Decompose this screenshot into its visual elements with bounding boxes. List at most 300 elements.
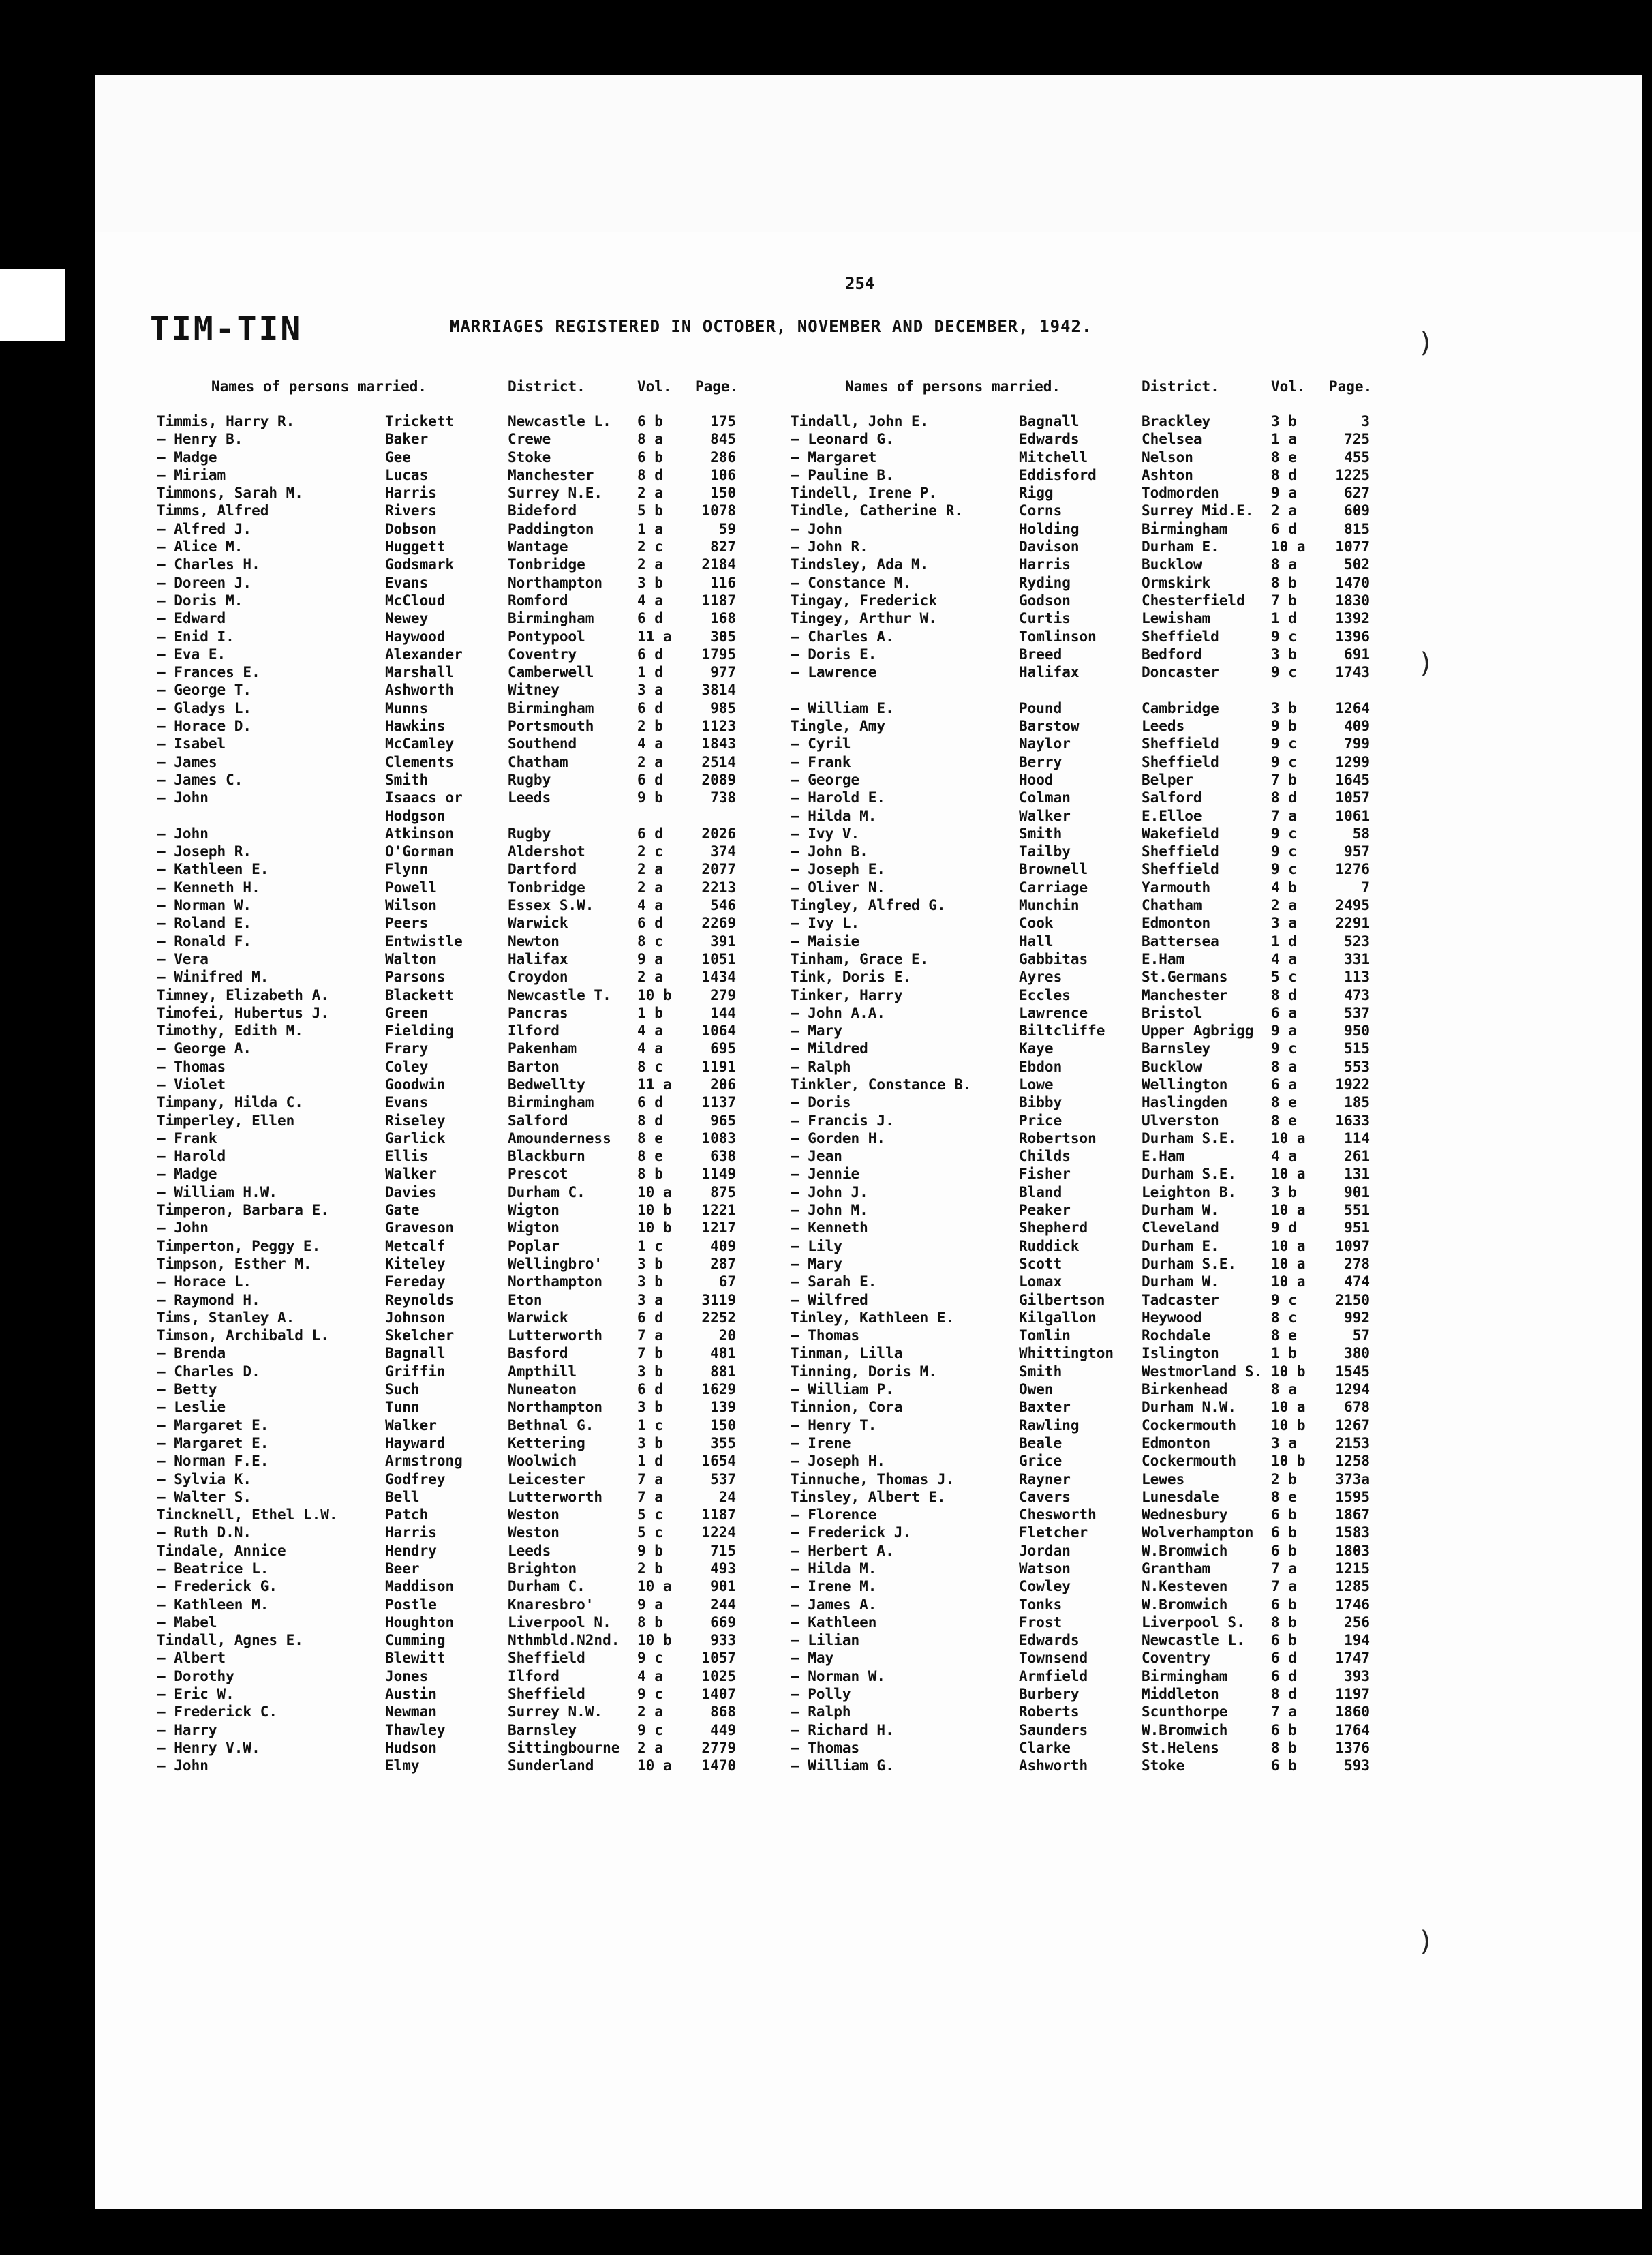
entry-name: — Joseph E. [791,861,886,878]
entry-district: Leicester [508,1470,585,1487]
register-entry [791,646,1472,663]
entry-spouse: Hodgson [385,807,446,824]
entry-district: Lutterworth [508,1488,603,1505]
entry-page: 2089 [701,771,736,788]
entry-page: 1064 [701,1023,736,1040]
entry-page: 3 [1361,413,1370,429]
entry-name: — Joseph H. [791,1453,886,1470]
page-header: Page. [695,378,739,395]
register-entry [791,825,1472,843]
entry-volume: 11 a [637,1076,672,1093]
entry-page: 1743 [1335,664,1370,681]
entry-spouse: Holding [1019,520,1080,537]
entry-district: Weston [508,1507,560,1524]
entry-spouse: Edwards [1019,1632,1080,1649]
entry-district: Salford [508,1112,568,1129]
entry-volume: 9 b [637,789,663,806]
entry-district: Wigton [508,1220,560,1237]
entry-name: — John [791,520,842,537]
entry-spouse: Hendry [385,1542,437,1559]
entry-spouse: Lawrence [1019,1004,1088,1021]
register-entry [157,1667,838,1685]
entry-name: — James [157,753,217,770]
register-entry [791,466,1472,484]
entry-name: — Leonard G. [791,431,894,448]
entry-spouse: Tunn [385,1399,420,1416]
entry-page: 175 [710,413,736,429]
entry-name: — Ivy L. [791,915,860,932]
entry-page: 985 [710,699,736,716]
entry-district: Poplar [508,1237,560,1254]
entry-spouse: Baxter [1019,1399,1071,1416]
entry-spouse: McCloud [385,592,446,609]
register-entry [157,825,838,843]
register-entry [791,986,1472,1004]
entry-district: Ilford [508,1667,560,1684]
register-entry [791,1703,1472,1721]
entry-volume: 3 b [637,1399,663,1416]
entry-name: Tingey, Arthur W. [791,610,937,627]
entry-page: 1285 [1335,1578,1370,1595]
entry-volume: 7 a [1271,1560,1297,1577]
register-entry [157,860,838,878]
entry-page: 695 [710,1040,736,1057]
entry-page: 815 [1344,520,1370,537]
entry-district: Lutterworth [508,1327,603,1344]
entry-spouse: Metcalf [385,1237,446,1254]
entry-volume: 2 a [637,861,663,878]
entry-page: 1583 [1335,1524,1370,1541]
entry-volume: 2 a [1271,502,1297,519]
entry-name: — Frederick J. [791,1524,912,1541]
entry-district: Lewisham [1142,610,1211,627]
entry-district: Kettering [508,1434,585,1451]
entry-page: 1843 [701,736,736,753]
entry-spouse: Owen [1019,1381,1054,1398]
entry-district: Bristol [1142,1004,1202,1021]
page-header: Page. [1329,378,1373,395]
entry-name: — Isabel [157,736,226,753]
entry-volume: 3 b [1271,646,1297,663]
entry-district: Wellington [1142,1076,1228,1093]
entry-name: Tinnion, Cora [791,1399,903,1416]
entry-spouse: Beer [385,1560,420,1577]
entry-district: Surrey N.W. [508,1704,603,1721]
entry-page: 2252 [701,1309,736,1326]
entry-name: — Florence [791,1507,877,1524]
entry-name: Tinley, Kathleen E. [791,1309,955,1326]
entry-volume: 2 c [637,539,663,556]
entry-district: Birmingham [508,699,594,716]
entry-district: Chesterfield [1142,592,1245,609]
entry-spouse: Scott [1019,1255,1062,1272]
entry-volume: 10 a [1271,1255,1306,1272]
entry-page: 331 [1344,950,1370,967]
entry-page: 951 [1344,1220,1370,1237]
entry-page: 1629 [701,1381,736,1398]
entry-page: 965 [710,1112,736,1129]
entry-spouse: Fletcher [1019,1524,1088,1541]
entry-page: 1057 [1335,789,1370,806]
entry-page: 131 [1344,1166,1370,1183]
entry-page: 1097 [1335,1237,1370,1254]
entry-name: Tindall, John E. [791,413,929,429]
entry-name: — Norman F.E. [157,1453,269,1470]
entry-spouse: O'Gorman [385,843,455,860]
entry-volume: 5 c [637,1507,663,1524]
entry-district: Dartford [508,861,577,878]
entry-volume: 6 d [637,915,663,932]
entry-spouse: Cook [1019,915,1054,932]
entry-district: Weston [508,1524,560,1541]
register-entry [157,789,838,806]
entry-name: — Frank [791,753,851,770]
entry-volume: 6 b [637,449,663,466]
entry-spouse: Gate [385,1202,420,1219]
entry-district: Warwick [508,915,568,932]
entry-volume: 8 e [637,1130,663,1147]
entry-spouse: Whittington [1019,1345,1114,1362]
entry-page: 875 [710,1183,736,1200]
punch-mark: ) [1418,1926,1435,1957]
entry-name: Tindell, Irene P. [791,485,937,502]
entry-district: Durham C. [508,1578,585,1595]
entry-spouse: Ryding [1019,574,1071,591]
register-entry [157,556,838,573]
entry-spouse: Johnson [385,1309,446,1326]
entry-page: 59 [718,520,736,537]
entry-page: 1407 [701,1686,736,1703]
entry-page: 1264 [1335,699,1370,716]
entry-district: Pancras [508,1004,568,1021]
entry-district: Haslingden [1142,1094,1228,1111]
entry-page: 114 [1344,1130,1370,1147]
entry-volume: 9 c [1271,628,1297,645]
entry-volume: 3 b [637,1434,663,1451]
entry-district: Stoke [1142,1757,1185,1774]
entry-spouse: Cowley [1019,1578,1071,1595]
entry-name: Tindsley, Ada M. [791,556,929,573]
entry-spouse: Thawley [385,1721,446,1738]
register-entry [157,1398,838,1416]
entry-district: Northampton [508,1399,603,1416]
entry-spouse: Carriage [1019,879,1088,896]
entry-district: Northampton [508,574,603,591]
register-entry [791,968,1472,986]
register-entry [791,1093,1472,1111]
register-entry [791,520,1472,538]
entry-volume: 8 c [637,933,663,950]
entry-volume: 5 c [637,1524,663,1541]
entry-name: Tinman, Lilla [791,1345,903,1362]
register-entry [791,1004,1472,1022]
entry-page: 139 [710,1399,736,1416]
register-entry [791,1058,1472,1076]
entry-volume: 8 d [1271,466,1297,483]
entry-page: 593 [1344,1757,1370,1774]
entry-page: 1922 [1335,1076,1370,1093]
entry-district: Prescot [508,1166,568,1183]
entry-page: 278 [1344,1255,1370,1272]
entry-name: — Jennie [791,1166,860,1183]
register-entry [791,735,1472,753]
entry-name: Tingley, Alfred G. [791,897,946,914]
entry-page: 409 [1344,718,1370,735]
entry-volume: 3 a [637,1291,663,1308]
entry-volume: 8 d [1271,1686,1297,1703]
entry-name: — Margaret [791,449,877,466]
register-entry [791,950,1472,968]
entry-volume: 1 d [1271,933,1297,950]
register-entry [791,1739,1472,1757]
entry-page: 256 [1344,1614,1370,1631]
entry-page: 1224 [701,1524,736,1541]
entry-spouse: Postle [385,1596,437,1613]
entry-spouse: Entwistle [385,933,463,950]
entry-district: Birmingham [1142,520,1228,537]
entry-volume: 10 b [1271,1417,1306,1434]
entry-spouse: Biltcliffe [1019,1023,1105,1040]
entry-district: Stoke [508,449,551,466]
entry-volume: 4 a [637,1023,663,1040]
entry-name: Tinning, Doris M. [791,1363,937,1380]
entry-name: — Norman W. [791,1667,886,1684]
entry-district: Brighton [508,1560,577,1577]
entry-spouse: Tailby [1019,843,1071,860]
entry-spouse: Corns [1019,502,1062,519]
entry-volume: 6 d [1271,1650,1297,1667]
register-entry [791,502,1472,519]
entry-district: Bucklow [1142,1058,1202,1075]
entry-page: 474 [1344,1273,1370,1290]
entry-district: Birmingham [508,610,594,627]
entry-volume: 4 a [1271,950,1297,967]
entry-page: 1294 [1335,1381,1370,1398]
entry-spouse: Flynn [385,861,429,878]
entry-name: — William G. [791,1757,894,1774]
entry-spouse: Armfield [1019,1667,1088,1684]
entry-district: Nuneaton [508,1381,577,1398]
entry-volume: 3 b [1271,1183,1297,1200]
entry-volume: 9 c [637,1686,663,1703]
entry-spouse: Fisher [1019,1166,1071,1183]
entry-name: — Sarah E. [791,1273,877,1290]
entry-district: Durham S.E. [1142,1255,1237,1272]
entry-page: 638 [710,1148,736,1165]
right-column [791,378,1472,1775]
entry-page: 2495 [1335,897,1370,914]
register-entry [791,1363,1472,1380]
entry-district: Barnsley [508,1721,577,1738]
entry-volume: 9 c [1271,753,1297,770]
entry-volume: 1 d [637,664,663,681]
entry-district: Coventry [508,646,577,663]
entry-name: — Lily [791,1237,842,1254]
entry-spouse: Bagnall [385,1345,446,1362]
entry-name: — Gladys L. [157,699,252,716]
entry-volume: 2 a [637,969,663,986]
entry-page: 1057 [701,1650,736,1667]
entry-name: — Henry V.W. [157,1739,260,1756]
entry-volume: 9 d [1271,1220,1297,1237]
register-entry [791,1596,1472,1614]
register-entry [791,1112,1472,1130]
entry-spouse: Cumming [385,1632,446,1649]
entry-district: Essex S.W. [508,897,594,914]
entry-page: 2184 [701,556,736,573]
entry-name: — Raymond H. [157,1291,260,1308]
entry-district: Wellingbro' [508,1255,603,1272]
entry-name: — Frederick C. [157,1704,278,1721]
entry-page: 2150 [1335,1291,1370,1308]
entry-spouse: Bagnall [1019,413,1080,429]
entry-page: 502 [1344,556,1370,573]
register-entry [791,1147,1472,1165]
register-entry [791,1327,1472,1344]
register-entry [791,1417,1472,1434]
entry-volume: 8 b [1271,1739,1297,1756]
column-header [791,378,1472,412]
entry-district: Chelsea [1142,431,1202,448]
entry-volume: 8 b [1271,574,1297,591]
entry-spouse: Tonks [1019,1596,1062,1613]
entry-page: 481 [710,1345,736,1362]
entry-name: — Kenneth H. [157,879,260,896]
entry-spouse: Graveson [385,1220,455,1237]
entry-name: Timms, Alfred [157,502,269,519]
entry-name: — Vera [157,950,209,967]
register-entry [157,1076,838,1093]
entry-district: Upper Agbrigg [1142,1023,1254,1040]
entry-name: — Betty [157,1381,217,1398]
entry-volume: 10 a [1271,1273,1306,1290]
register-entry [157,1417,838,1434]
entry-volume: 10 a [637,1578,672,1595]
entry-district: Leeds [508,1542,551,1559]
entry-volume: 10 a [637,1757,672,1774]
entry-name: Timofei, Hubertus J. [157,1004,329,1021]
entry-district: E.Ham [1142,1148,1185,1165]
entry-spouse: Such [385,1381,420,1398]
entry-page: 150 [710,485,736,502]
entry-page: 7 [1361,879,1370,896]
entry-spouse: Davison [1019,539,1080,556]
register-entry [791,771,1472,789]
entry-volume: 3 b [637,1363,663,1380]
entry-spouse: Kaye [1019,1040,1054,1057]
entry-spouse: Kilgallon [1019,1309,1097,1326]
entry-name: — Harry [157,1721,217,1738]
entry-page: 957 [1344,843,1370,860]
entry-spouse: Walker [385,1166,437,1183]
entry-name: — Jean [791,1148,842,1165]
register-entry [157,1291,838,1309]
entry-page: 2153 [1335,1434,1370,1451]
entry-name: Tims, Stanley A. [157,1309,295,1326]
entry-district: Birmingham [508,1094,594,1111]
entry-name: — John [157,1220,209,1237]
entry-volume: 3 a [637,682,663,699]
entry-district: Edmonton [1142,915,1211,932]
entry-volume: 1 d [1271,610,1297,627]
entry-name: — John [157,1757,209,1774]
entry-name: — Constance M. [791,574,912,591]
entry-district: Warwick [508,1309,568,1326]
entry-name: Timpson, Esther M. [157,1255,312,1272]
entry-spouse: Godson [1019,592,1071,609]
entry-district: Sheffield [508,1650,585,1667]
entry-spouse: Rayner [1019,1470,1071,1487]
entry-spouse: Burbery [1019,1686,1080,1703]
entry-district: Chatham [508,753,568,770]
entry-spouse: Jones [385,1667,429,1684]
entry-spouse: Godsmark [385,556,455,573]
entry-district: Liverpool S. [1142,1614,1245,1631]
register-entry [157,1130,838,1147]
entry-spouse: Davies [385,1183,437,1200]
entry-volume: 6 d [637,825,663,842]
register-entry [791,1076,1472,1093]
register-entry [157,1560,838,1577]
entry-district: Sheffield [1142,753,1219,770]
entry-district: Barnsley [1142,1040,1211,1057]
register-entry [791,412,1472,430]
entry-district: Sheffield [1142,861,1219,878]
entry-name: Tinker, Harry [791,986,903,1003]
entry-name: — Miriam [157,466,226,483]
register-entry [157,1237,838,1255]
entry-name: — Winifred M. [157,969,269,986]
register-entry [791,538,1472,556]
entry-volume: 6 d [1271,520,1297,537]
entry-volume: 6 b [1271,1542,1297,1559]
entry-volume: 4 a [637,592,663,609]
register-entry [157,646,838,663]
register-entry [791,807,1472,825]
entry-district: Wantage [508,539,568,556]
entry-district: Belper [1142,771,1193,788]
register-entry [791,1237,1472,1255]
register-entry [791,1183,1472,1201]
entry-spouse: Breed [1019,646,1062,663]
entry-volume: 8 e [1271,1094,1297,1111]
entry-spouse: Chesworth [1019,1507,1097,1524]
entry-spouse: Garlick [385,1130,446,1147]
entry-district: Wednesbury [1142,1507,1228,1524]
entry-spouse: Walker [1019,807,1071,824]
entry-spouse: Evans [385,574,429,591]
entry-district: Cockermouth [1142,1417,1237,1434]
register-entry [791,1380,1472,1398]
entry-name: Timney, Elizabeth A. [157,986,329,1003]
entry-spouse: Berry [1019,753,1062,770]
entry-volume: 6 b [1271,1596,1297,1613]
entry-volume: 8 e [1271,1112,1297,1129]
entry-name: — Polly [791,1686,851,1703]
entry-district: Durham S.E. [1142,1130,1237,1147]
entry-district: Ilford [508,1023,560,1040]
register-entry [157,1739,838,1757]
entry-district: Brackley [1142,413,1211,429]
entry-volume: 9 c [1271,825,1297,842]
entry-volume: 6 b [1271,1524,1297,1541]
entry-volume: 3 b [1271,413,1297,429]
entry-district: Westmorland S. [1142,1363,1263,1380]
entry-volume: 6 b [637,413,663,429]
entry-spouse: Tomlinson [1019,628,1097,645]
entry-page: 868 [710,1704,736,1721]
entry-page: 286 [710,449,736,466]
